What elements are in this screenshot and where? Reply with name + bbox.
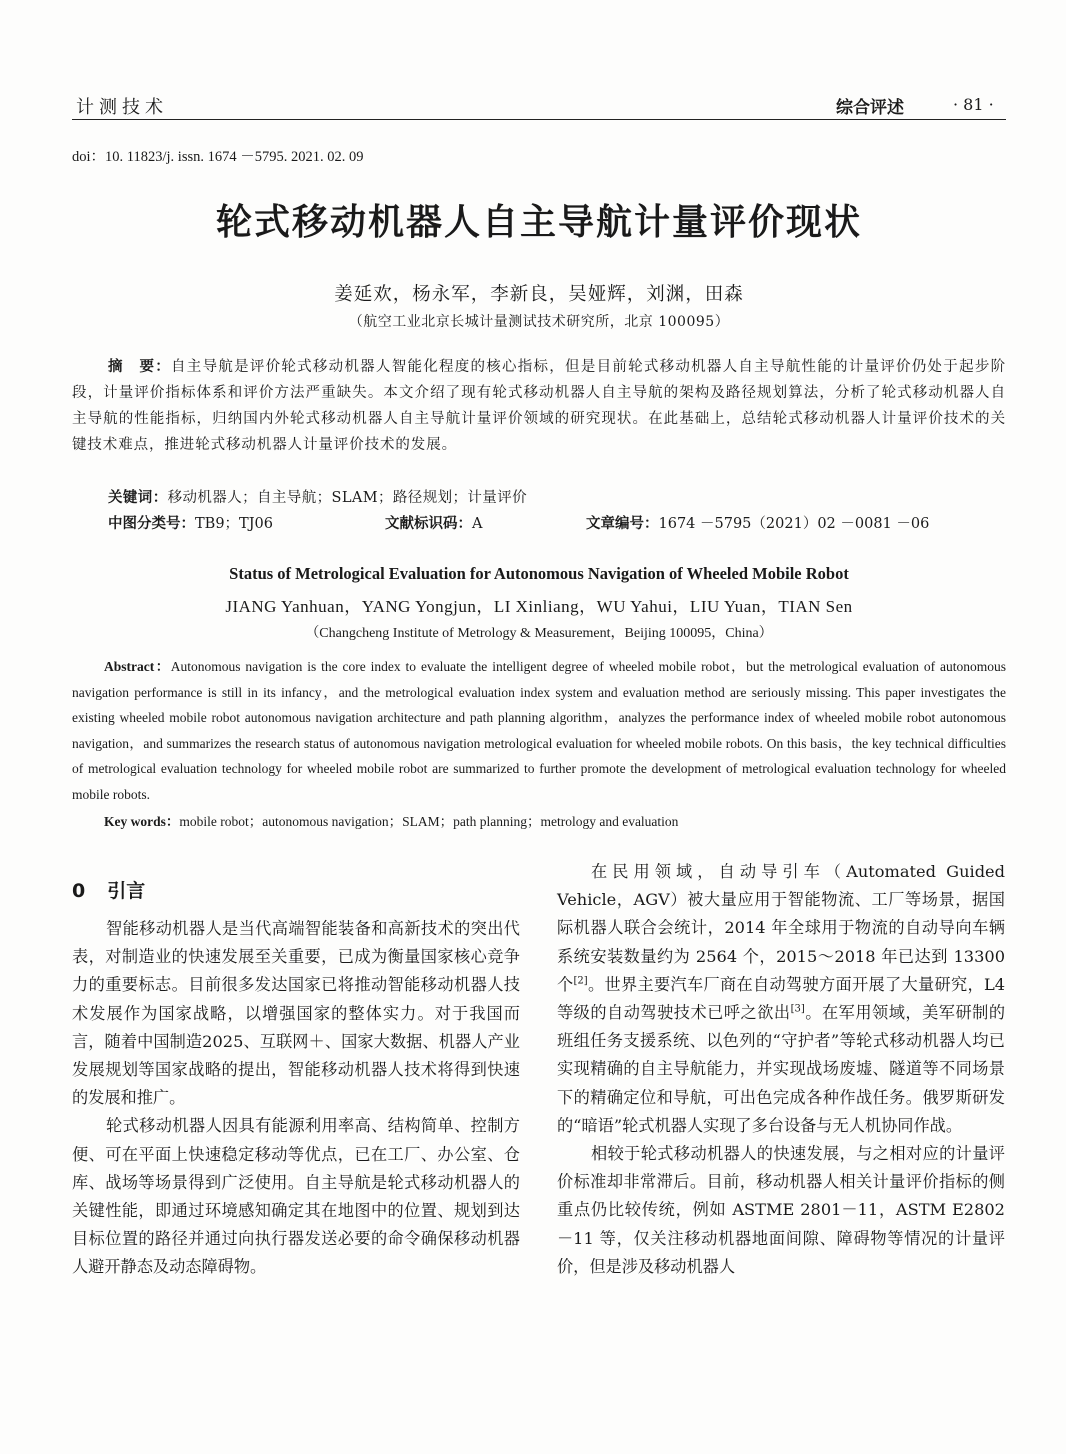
- header-rule: [72, 119, 1006, 120]
- doc-code-value: A: [472, 516, 483, 532]
- text-run: 在民用领域，自动导引车（Automated Guided Vehicle，AGV）被大量应用于智能物流、工厂等场景，据国际机器人联合会统计，2014 年全球用于物流的自动导向车辆系统安装数量约为 2564 个，2015～2018 年已达到 13300 个: [557, 862, 1005, 994]
- left-column: [72, 915, 520, 1282]
- body-paragraph: 智能移动机器人是当代高端智能装备和高新技术的突出代表，对制造业的快速发展至关重要，已成为衡量国家核心竞争力的重要标志。目前很多发达国家已将推动智能移动机器人技术发展作为国家战略，以增强国家的整体实力。对于我国而言，随着中国制造2025、互联网＋、国家大数据、机器人产业发展规划等国家战略的提出，智能移动机器人技术将得到快速的发展和推广。: [72, 919, 520, 1108]
- keywords-cn-text: 移动机器人；自主导航；SLAM；路径规划；计量评价: [167, 490, 527, 506]
- clc-label: 中图分类号：: [108, 516, 195, 532]
- text-run: 。在军用领域，美军研制的班组任务支援系统、以色列的“守护者”等轮式移动机器人均已实现精确的自主导航能力，并实现战场废墟、隧道等不同场景下的精确定位和导航，可出色完成各种作战任务。俄罗斯研发的“暗语”轮式机器人实现了多台设备与无人机协同作战。: [557, 1003, 1006, 1135]
- keywords-en: [104, 810, 678, 830]
- citation-ref: [3]: [790, 1003, 805, 1015]
- keywords-en-text: mobile robot；autonomous navigation；SLAM；path planning；metrology and evaluation: [179, 814, 679, 829]
- journal-name: 计测技术: [76, 97, 168, 118]
- doc-code-field: [385, 512, 482, 533]
- abstract-cn-text: 自主导航是评价轮式移动机器人智能化程度的核心指标，但是目前轮式移动机器人自主导航性能的计量评价仍处于起步阶段，计量评价指标体系和评价方法严重缺失。本文介绍了现有轮式移动机器人自主导航的架构及路径规划算法，分析了轮式移动机器人自主导航的性能指标，归纳国内外轮式移动机器人自主导航计量评价领域的研究现状。在此基础上，总结轮式移动机器人计量评价技术的关键技术难点，推进轮式移动机器人计量评价技术的发展。: [72, 359, 1006, 453]
- body-paragraph: 轮式移动机器人因具有能源利用率高、结构简单、控制方便、可在平面上快速稳定移动等优点，已在工厂、办公室、仓库、战场等场景得到广泛使用。自主导航是轮式移动机器人的关键性能，即通过环境感知确定其在地图中的位置、规划到达目标位置的路径并通过向执行器发送必要的命令确保移动机器人避开静态及动态障碍物。: [72, 1116, 520, 1277]
- article-number-field: [586, 512, 929, 533]
- keywords-cn-label: 关键词：: [108, 490, 168, 506]
- section-label: 综合评述: [836, 98, 904, 118]
- abstract-en-label: Abstract：: [104, 659, 171, 674]
- keywords-en-label: Key words：: [104, 814, 180, 829]
- abstract-cn: [72, 354, 1006, 458]
- doc-code-label: 文献标识码：: [385, 516, 472, 532]
- right-column: [557, 858, 1005, 1281]
- section-heading: [72, 876, 145, 903]
- article-number-value: 1674 －5795（2021）02 －0081 －06: [658, 516, 930, 532]
- english-affiliation: （Changcheng Institute of Metrology & Measurement，Beijing 100095，China）: [305, 626, 773, 641]
- clc-field: [108, 512, 273, 533]
- section-title: 引言: [107, 880, 146, 902]
- authors: 姜延欢，杨永军，李新良，吴娅辉，刘渊，田森: [334, 284, 744, 305]
- clc-value: TB9；TJ06: [195, 516, 273, 532]
- abstract-en: [72, 654, 1006, 808]
- affiliation: （航空工业北京长城计量测试技术研究所，北京 100095）: [348, 314, 730, 330]
- text-run: 。世界主要汽车厂商在自动驾驶方面开展了大量研究，L4 等级的自动驾驶技术已呼之欲出: [557, 974, 1006, 1023]
- english-title: Status of Metrological Evaluation for Autonomous Navigation of Wheeled Mobile Robot: [229, 564, 849, 583]
- abstract-en-text: Autonomous navigation is the core index to evaluate the intelligent degree of wheeled mobile robot，but the metrological evaluation of autonomous navigation performance is still in its infancy，and the metrological evaluation index system and evaluation method are seriously missing. This paper investigates the existing wheeled mobile robot autonomous navigation architecture and path planning algorithm，analyzes the performance index of wheeled mobile robot autonomous navigation，and summarizes the research status of autonomous navigation metrological evaluation for wheeled mobile robots. On this basis，the key technical difficulties of metrological evaluation technology for wheeled mobile robot are summarized to further promote the development of metrological evaluation technology for wheeled mobile robots.: [72, 659, 1006, 802]
- abstract-cn-label: 摘 要：: [108, 359, 172, 375]
- body-paragraph: 相较于轮式移动机器人的快速发展，与之相对应的计量评价标准却非常滞后。目前，移动机器人相关计量评价指标的侧重点仍比较传统，例如 ASTME 2801－11，ASTM E2802－11 等，仅关注移动机器地面间隙、障碍物等情况的计量评价，但是涉及移动机器人: [557, 1144, 1005, 1276]
- paper-title: 轮式移动机器人自主导航计量评价现状: [215, 202, 862, 243]
- body-paragraph: [557, 858, 1005, 1140]
- doi: doi：10. 11823/j. issn. 1674 －5795. 2021. 02. 09: [72, 149, 364, 165]
- page-number: · 81 ·: [953, 95, 994, 114]
- keywords-cn: [108, 486, 527, 507]
- citation-ref: [2]: [573, 975, 588, 987]
- section-number: 0: [72, 880, 86, 902]
- article-number-label: 文章编号：: [586, 516, 659, 532]
- english-authors: JIANG Yanhuan，YANG Yongjun，LI Xinliang，WU Yahui，LIU Yuan，TIAN Sen: [225, 597, 853, 616]
